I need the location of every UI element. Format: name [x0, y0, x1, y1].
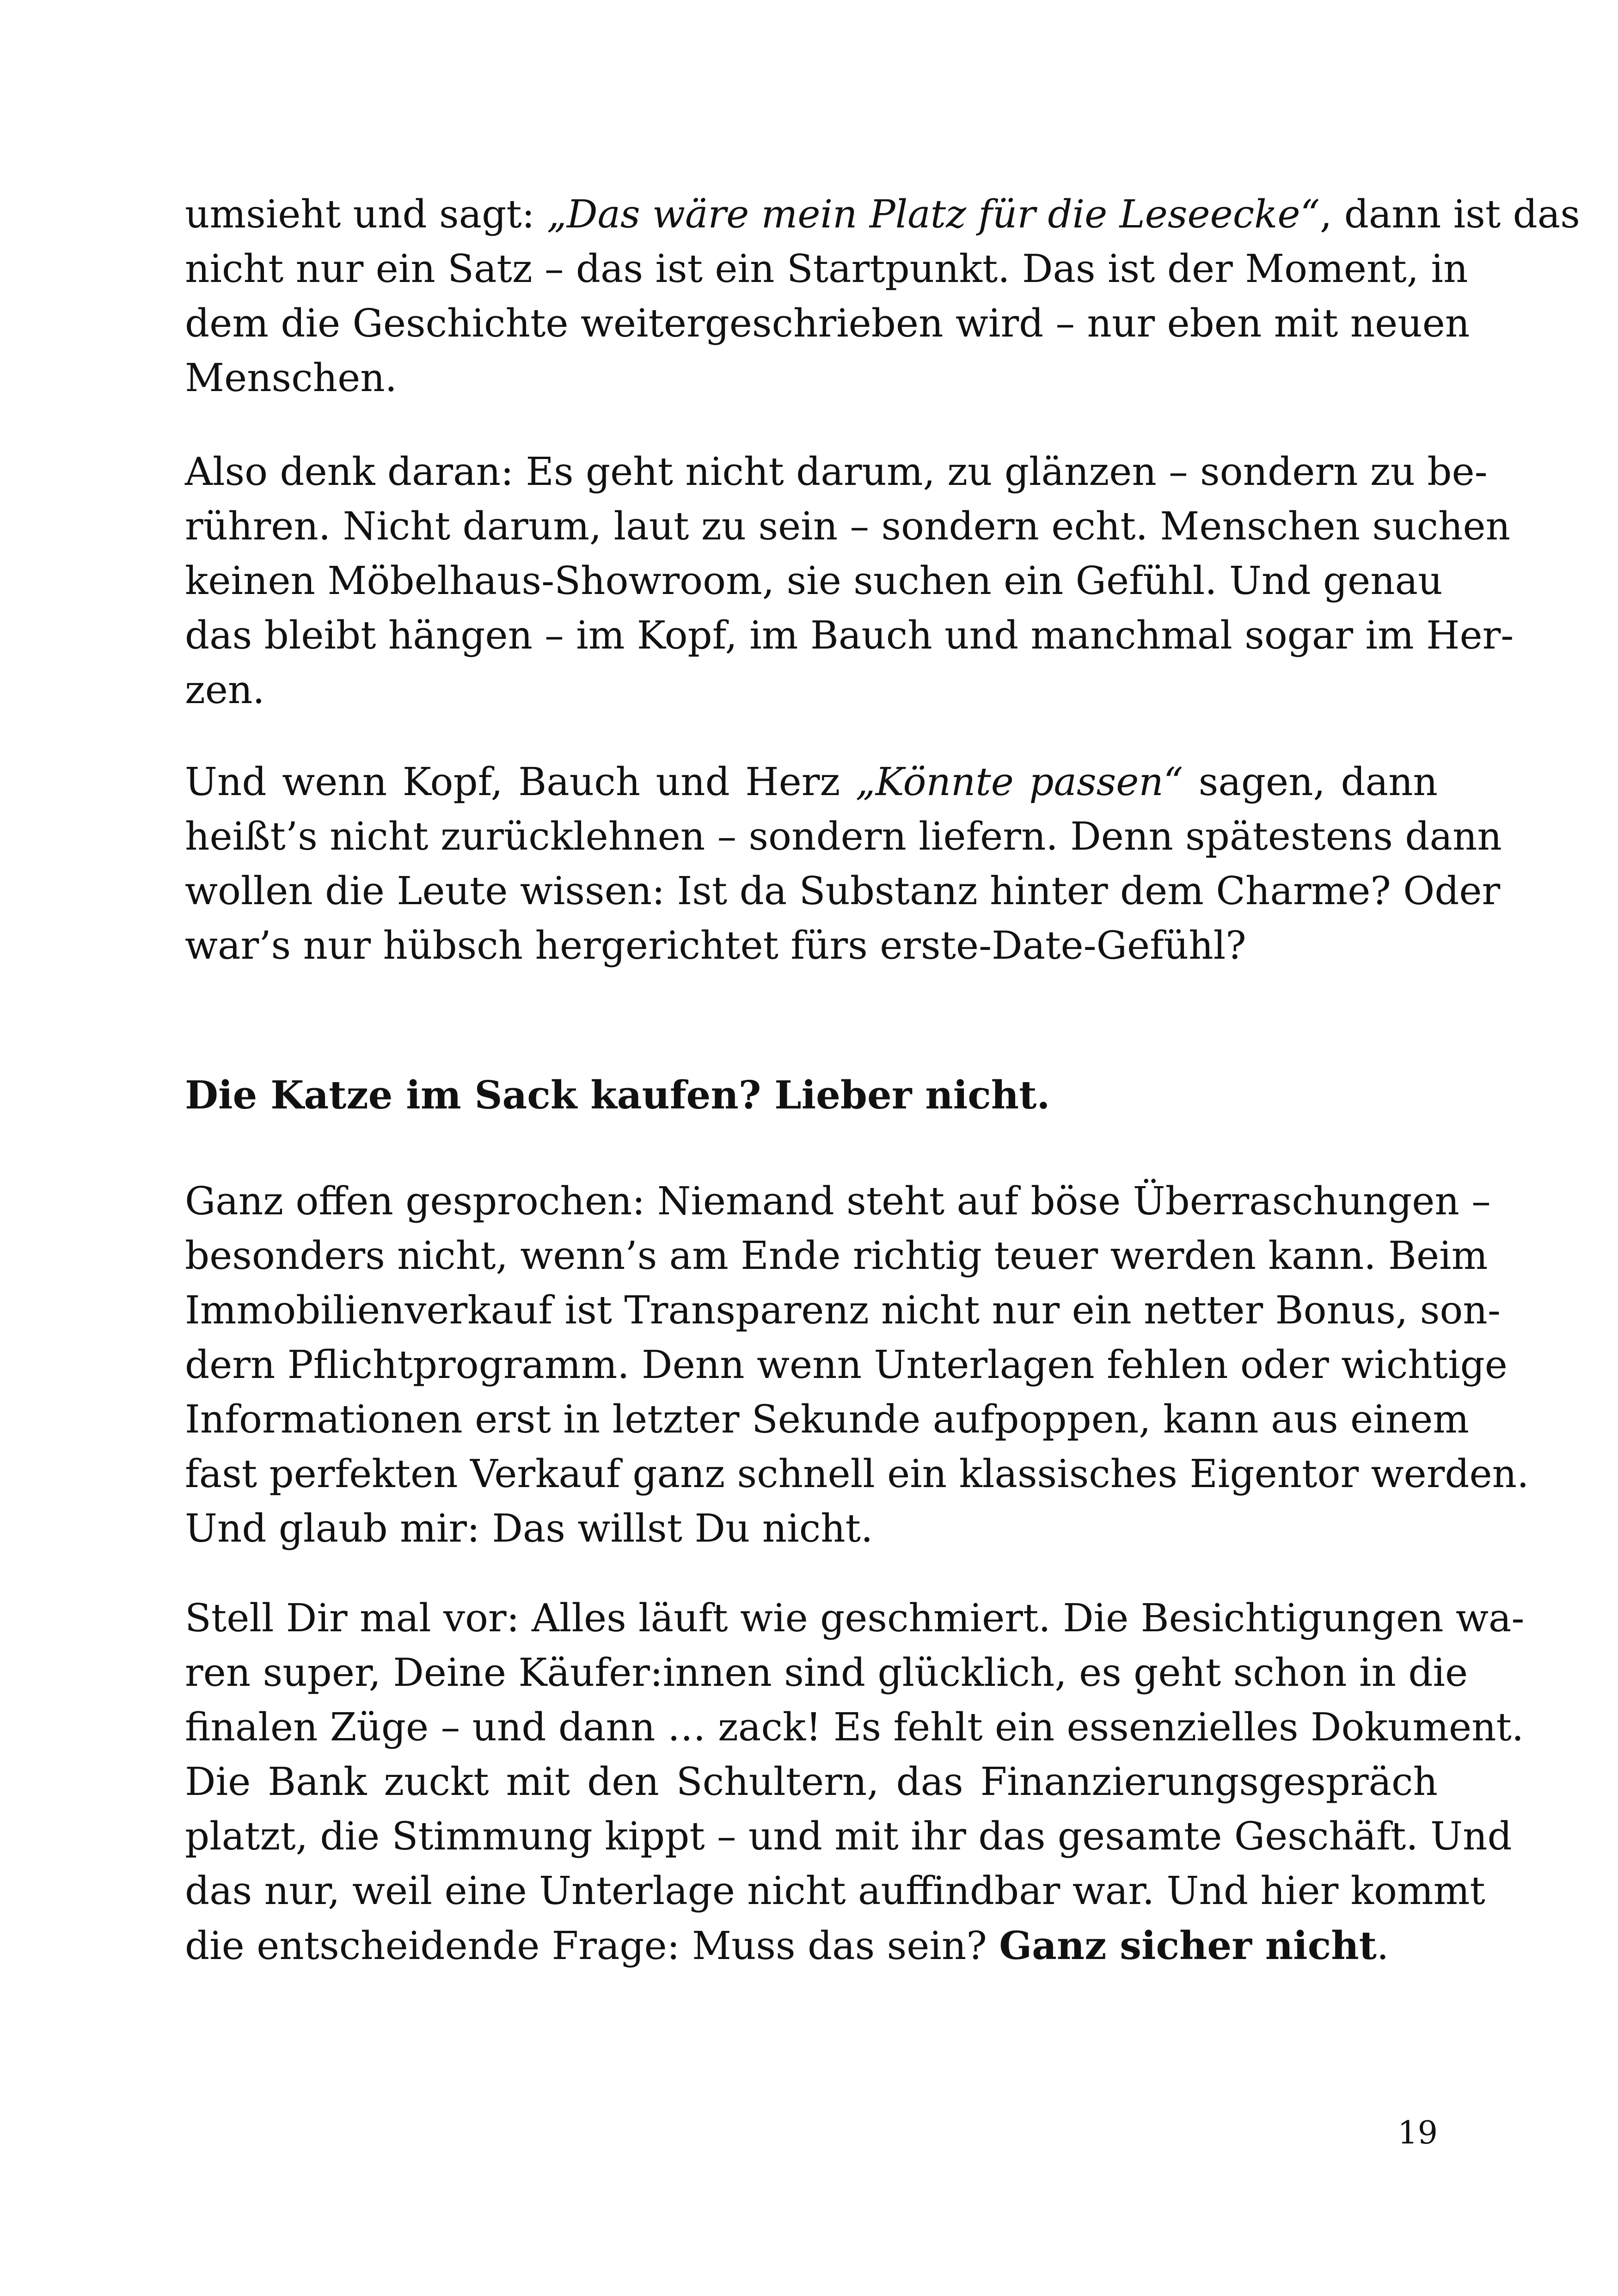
emphasis-ganz-sicher-nicht: Ganz sicher nicht	[999, 1923, 1377, 1968]
page-number: 19	[1397, 2115, 1438, 2151]
text-line: Informationen erst in letzter Sekunde aufpoppen, kann aus einem	[185, 1397, 1469, 1442]
text-line: die entscheidende Frage: Muss das sein? Ganz sicher nicht.	[185, 1923, 1389, 1968]
text-line: das bleibt hängen – im Kopf, im Bauch und manchmal sogar im Her-	[185, 613, 1514, 658]
text-line: Und glaub mir: Das willst Du nicht.	[185, 1506, 873, 1551]
text-line: Die Bank zuckt mit den Schultern, das Finanzierungsgespräch	[185, 1759, 1438, 1804]
text-line: Und wenn Kopf, Bauch und Herz „Könnte passen“ sagen, dann	[185, 759, 1438, 804]
text-line: Stell Dir mal vor: Alles läuft wie geschmiert. Die Besichtigungen wa-	[185, 1596, 1525, 1641]
paragraph-beruehren	[185, 445, 1514, 717]
text-line: dern Pflichtprogramm. Denn wenn Unterlagen fehlen oder wichtige	[185, 1342, 1508, 1387]
text-line: platzt, die Stimmung kippt – und mit ihr das gesamte Geschäft. Und	[185, 1814, 1512, 1859]
text-line: umsieht und sagt: „Das wäre mein Platz für die Leseecke“, dann ist das	[185, 192, 1580, 237]
paragraph-dokument	[185, 1591, 1525, 1973]
text-line: besonders nicht, wenn’s am Ende richtig teuer werden kann. Beim	[185, 1233, 1488, 1278]
text-line: keinen Möbelhaus-Showroom, sie suchen ein Gefühl. Und genau	[185, 558, 1443, 603]
quote-koennte-passen: „Könnte passen“	[855, 759, 1183, 804]
text-line: fast perfekten Verkauf ganz schnell ein klassisches Eigentor werden.	[185, 1451, 1529, 1496]
text-line: dem die Geschichte weitergeschrieben wird – nur eben mit neuen	[185, 301, 1470, 346]
text-line: Also denk daran: Es geht nicht darum, zu glänzen – sondern zu be-	[185, 449, 1488, 494]
section-heading: Die Katze im Sack kaufen? Lieber nicht.	[185, 1072, 1050, 1118]
paragraph-leseecke	[185, 187, 1580, 405]
text-line: Immobilienverkauf ist Transparenz nicht nur ein netter Bonus, son-	[185, 1288, 1501, 1333]
text-line: nicht nur ein Satz – das ist ein Startpunkt. Das ist der Moment, in	[185, 246, 1468, 291]
text-line: wollen die Leute wissen: Ist da Substanz hinter dem Charme? Oder	[185, 869, 1501, 913]
text-line: das nur, weil eine Unterlage nicht auffindbar war. Und hier kommt	[185, 1868, 1485, 1913]
text-line: ren super, Deine Käufer:innen sind glücklich, es geht schon in die	[185, 1650, 1468, 1695]
text-line: Ganz offen gesprochen: Niemand steht auf böse Überraschungen –	[185, 1179, 1491, 1224]
text-line: finalen Züge – und dann … zack! Es fehlt ein essenzielles Dokument.	[185, 1705, 1524, 1750]
paragraph-transparenz	[185, 1174, 1529, 1556]
text-line: Menschen.	[185, 355, 398, 400]
text-line: war’s nur hübsch hergerichtet fürs erste-Date-Gefühl?	[185, 923, 1246, 968]
paragraph-koennte-passen	[185, 755, 1502, 973]
quote-leseecke: „Das wäre mein Platz für die Leseecke“	[546, 192, 1320, 237]
text-line: heißt’s nicht zurücklehnen – sondern liefern. Denn spätestens dann	[185, 814, 1502, 859]
text-line: rühren. Nicht darum, laut zu sein – sondern echt. Menschen suchen	[185, 504, 1511, 549]
text-line: zen.	[185, 667, 265, 712]
